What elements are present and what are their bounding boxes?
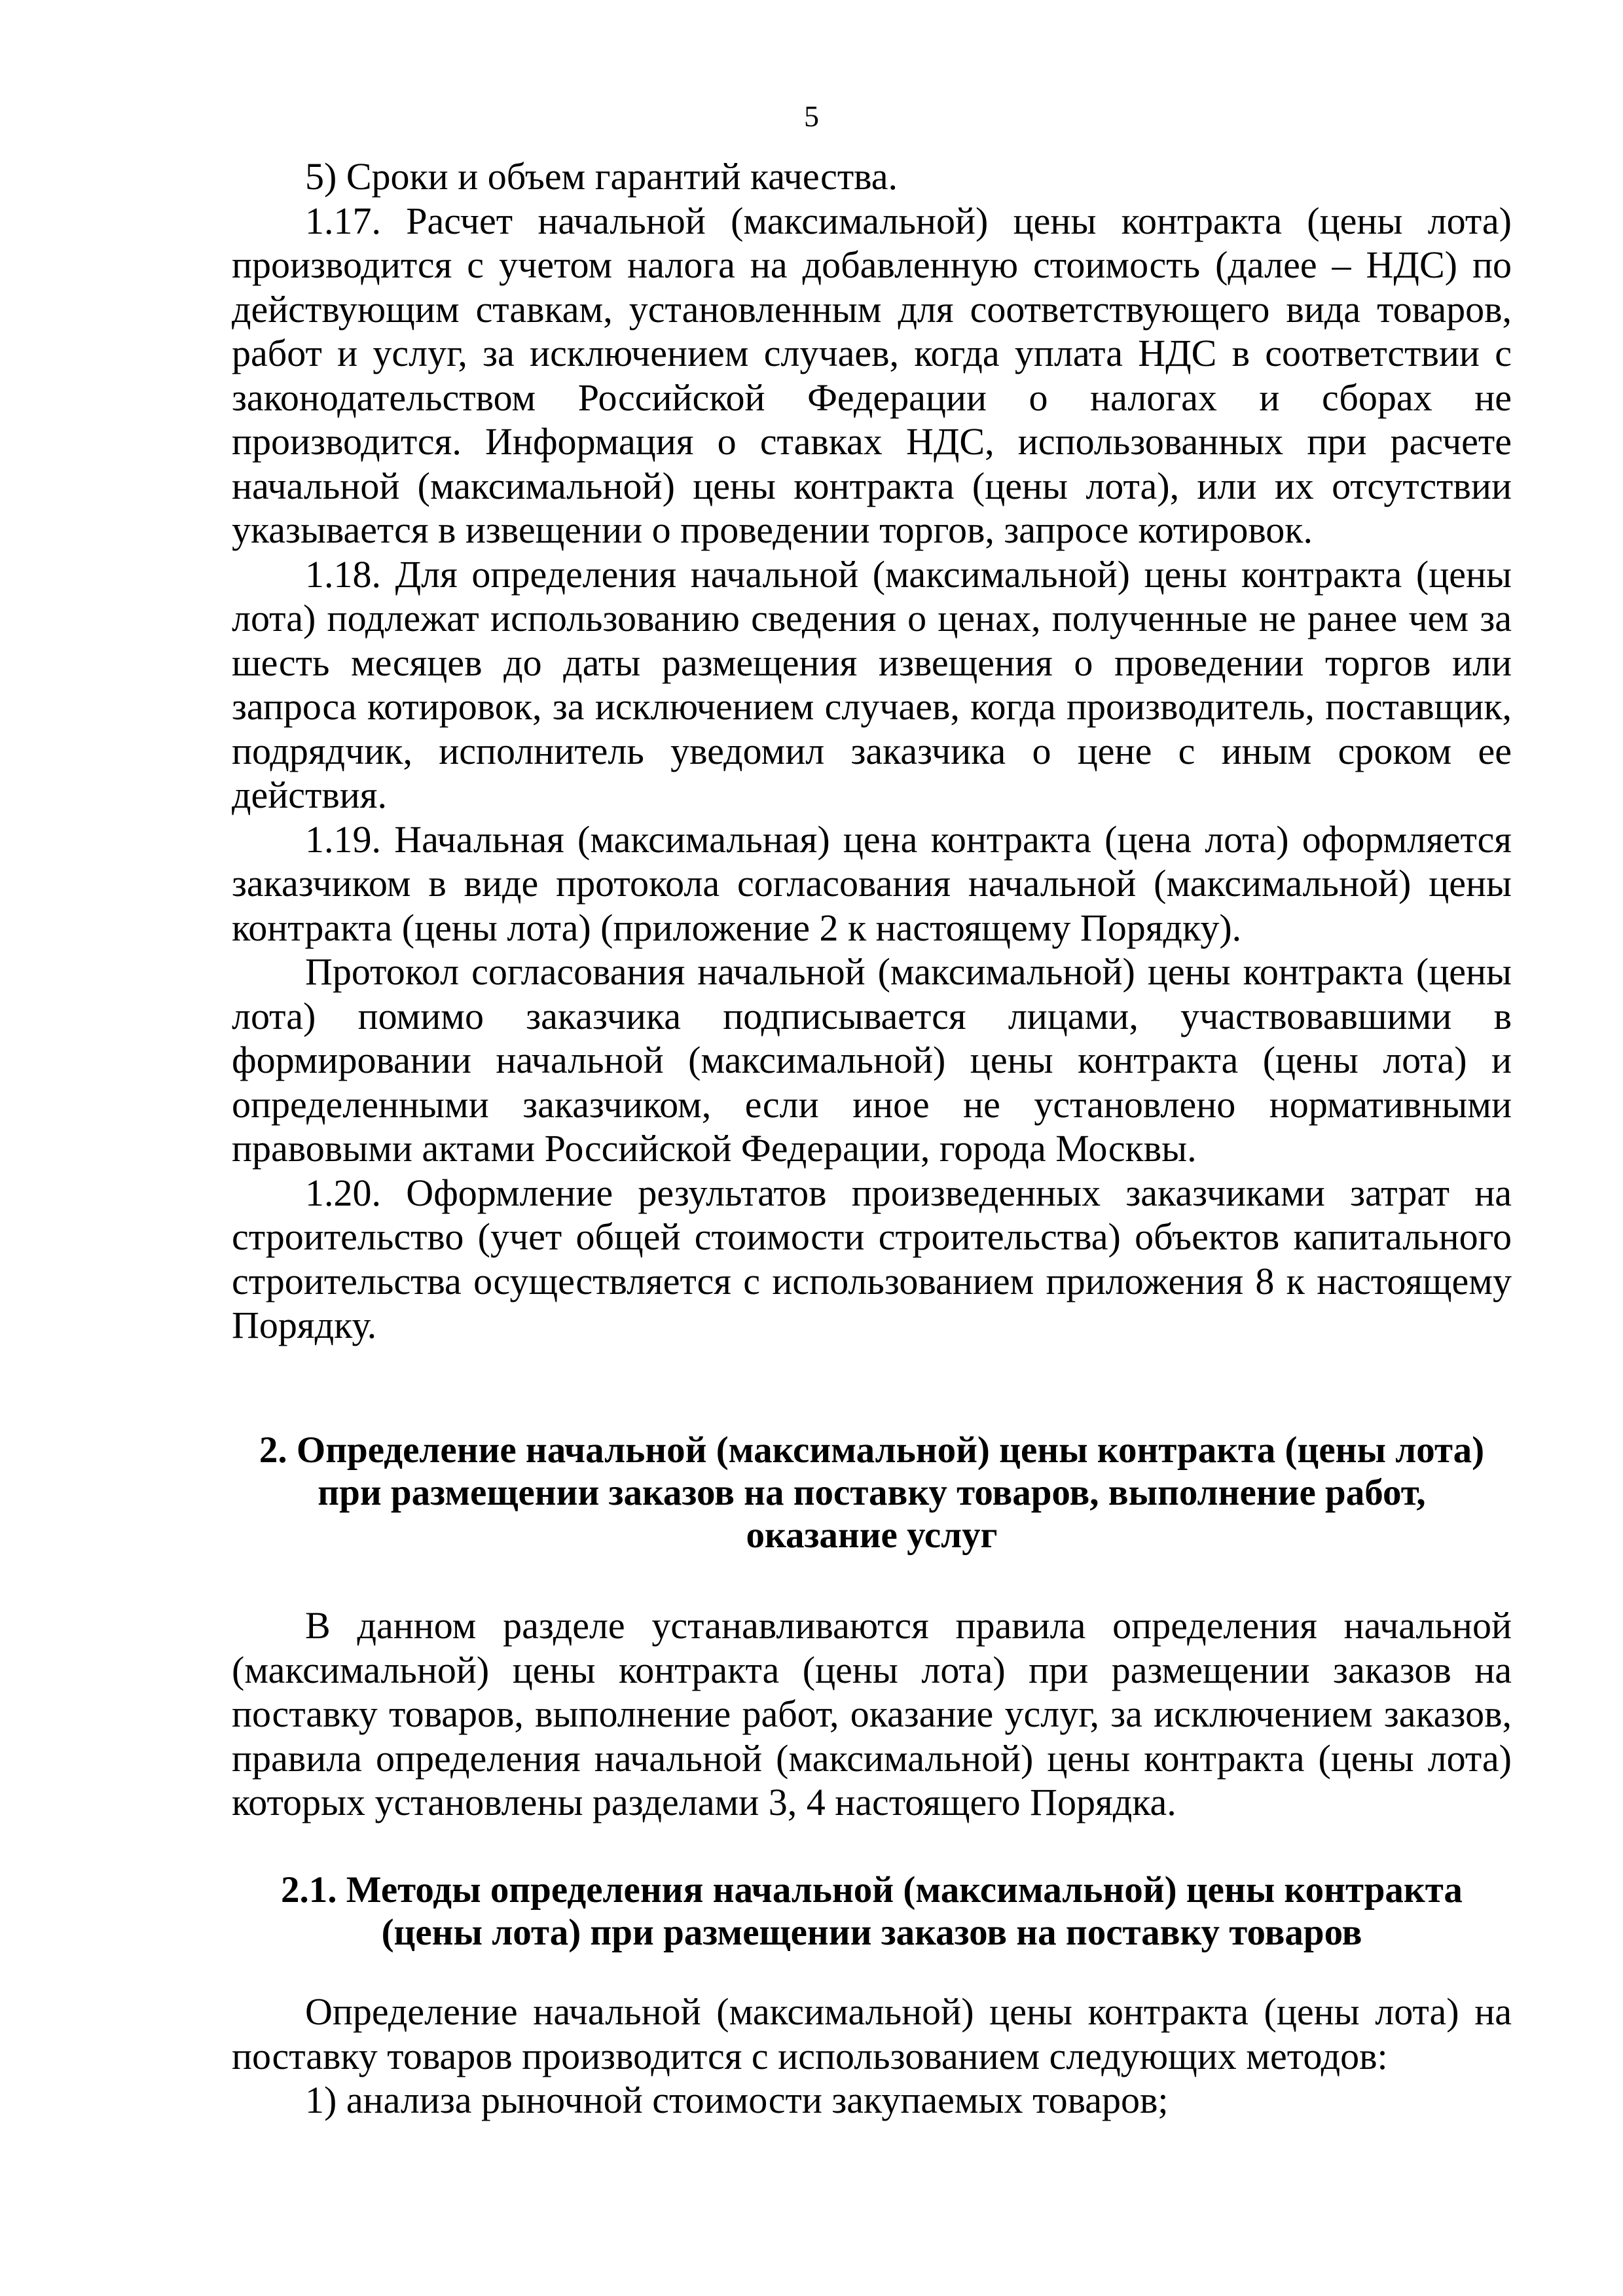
section-2-heading [232, 1429, 1512, 1556]
page-number: 5 [804, 99, 819, 133]
section-2-1-text [232, 1990, 1512, 2123]
section-2-1-heading-line-2: (цены лота) при размещении заказов на поставку товаров [381, 1912, 1362, 1953]
paragraph-1-18: 1.18. Для определения начальной (максимальной) цены контракта (цены лота) подлежат использованию сведения о ценах, полученные не ранее чем за шесть месяцев до даты размещения извещения о проведении торгов или запроса котировок, за исключением случаев, когда производитель, поставщик, подрядчик, исполнитель уведомил заказчика о цене с иным сроком ее действия. [232, 552, 1512, 816]
paragraph-quality-guarantees: 5) Сроки и объем гарантий качества. [305, 155, 898, 198]
paragraph-protocol: Протокол согласования начальной (максимальной) цены контракта (цены лота) помимо заказчика подписывается лицами, участвовавшими в формировании начальной (максимальной) цены контракта (цены лота) и определенными заказчиком, если иное не установлено нормативными правовыми актами Российской Федерации, города Москвы. [232, 950, 1512, 1170]
paragraph-methods-intro: Определение начальной (максимальной) цены контракта (цены лота) на поставку товаров производится с использованием следующих методов: [232, 1990, 1512, 2077]
section-2-heading-line-3: оказание услуг [746, 1515, 998, 1556]
paragraph-1-17: 1.17. Расчет начальной (максимальной) цены контракта (цены лота) производится с учетом налога на добавленную стоимость (далее – НДС) по действующим ставкам, установленным для соответствующего вида товаров, работ и услуг, за исключением случаев, когда уплата НДС в соответствии с законодательством Российской Федерации о налогах и сборах не производится. Информация о ставках НДС, использованных при расчете начальной (максимальной) цены контракта (цены лота), или их отсутствии указывается в извещении о проведении торгов, запросе котировок. [232, 199, 1512, 551]
section-2-1-heading [232, 1869, 1512, 1954]
section-2-heading-line-1: 2. Определение начальной (максимальной) цены контракта (цены лота) [259, 1429, 1485, 1471]
paragraph-section-2-intro: В данном разделе устанавливаются правила определения начальной (максимальной) цены контракта (цены лота) при размещении заказов на поставку товаров, выполнение работ, оказание услуг, за исключением заказов, правила определения начальной (максимальной) цены контракта (цены лота) которых установлены разделами 3, 4 настоящего Порядка. [232, 1604, 1512, 1823]
section-2-heading-line-2: при размещении заказов на поставку товаров, выполнение работ, [318, 1472, 1426, 1513]
section-2-1-heading-line-1: 2.1. Методы определения начальной (максимальной) цены контракта [281, 1869, 1463, 1910]
section-2-text [232, 1604, 1512, 1825]
paragraph-1-20: 1.20. Оформление результатов произведенных заказчиками затрат на строительство (учет общей стоимости строительства) объектов капитального строительства осуществляется с использованием приложения 8 к настоящему Порядку. [232, 1171, 1512, 1346]
list-item-market-analysis: 1) анализа рыночной стоимости закупаемых товаров; [305, 2079, 1169, 2121]
text-block-1 [232, 154, 1512, 1348]
paragraph-1-19: 1.19. Начальная (максимальная) цена контракта (цена лота) оформляется заказчиком в виде протокола согласования начальной (максимальной) цены контракта (цены лота) (приложение 2 к настоящему Порядку). [232, 817, 1512, 949]
